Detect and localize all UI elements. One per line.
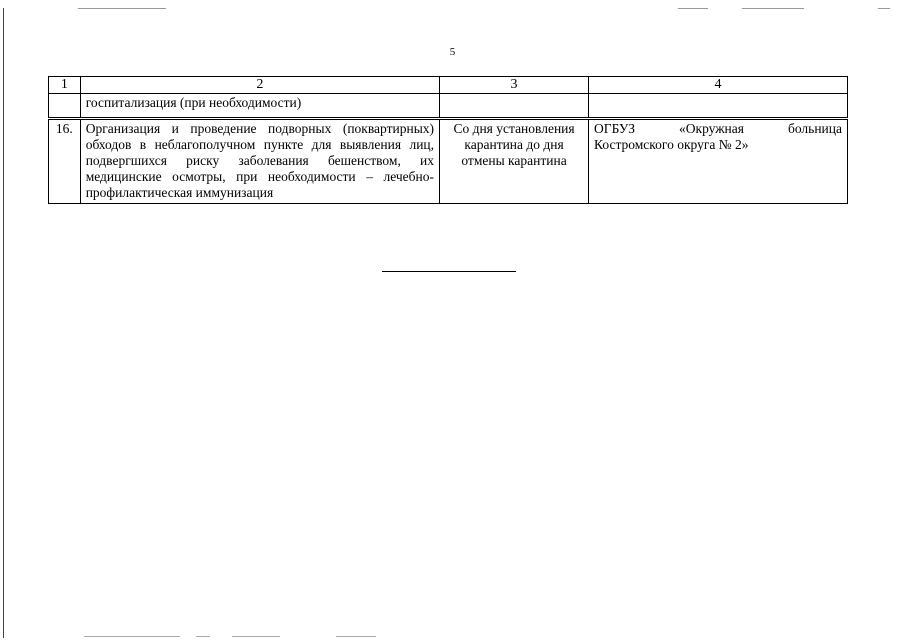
scan-top-mark: [742, 8, 804, 9]
period-cell: Со дня установления карантина до дня отмены карантина: [440, 119, 589, 204]
page-number: 5: [449, 46, 456, 58]
row-number-cell: [49, 94, 81, 119]
period-cell: [440, 94, 589, 119]
scan-top-mark: [678, 8, 708, 9]
action-cell: Организация и проведение подворных (поквартирных) обходов в неблагополучном пункте для выявления лиц, подвергшихся риску заболевания бешенством, их медицинские осмотры, при необходимости – лечебно-профилактическая иммунизация: [80, 119, 439, 204]
table-row: [49, 119, 848, 204]
column-header: 3: [440, 77, 589, 94]
scan-bottom-mark: [336, 636, 376, 637]
responsible-cell: [589, 94, 848, 119]
column-header: 4: [589, 77, 848, 94]
scan-bottom-mark: [84, 636, 180, 637]
scan-bottom-mark: [232, 636, 280, 637]
scan-top-mark: [78, 8, 166, 9]
action-cell: госпитализация (при необходимости): [80, 94, 439, 119]
row-number-cell: 16.: [49, 119, 81, 204]
scan-left-edge: [3, 8, 4, 638]
scan-top-mark: [878, 8, 890, 9]
table-row-continuation: [49, 94, 848, 119]
table-header-row: [49, 77, 848, 94]
end-separator-line: [382, 271, 516, 272]
measures-table: [48, 76, 848, 204]
column-header: 1: [49, 77, 81, 94]
responsible-cell: ОГБУЗ «Окружная больница Костромского округа № 2»: [589, 119, 848, 204]
column-header: 2: [80, 77, 439, 94]
scan-bottom-mark: [196, 636, 210, 637]
